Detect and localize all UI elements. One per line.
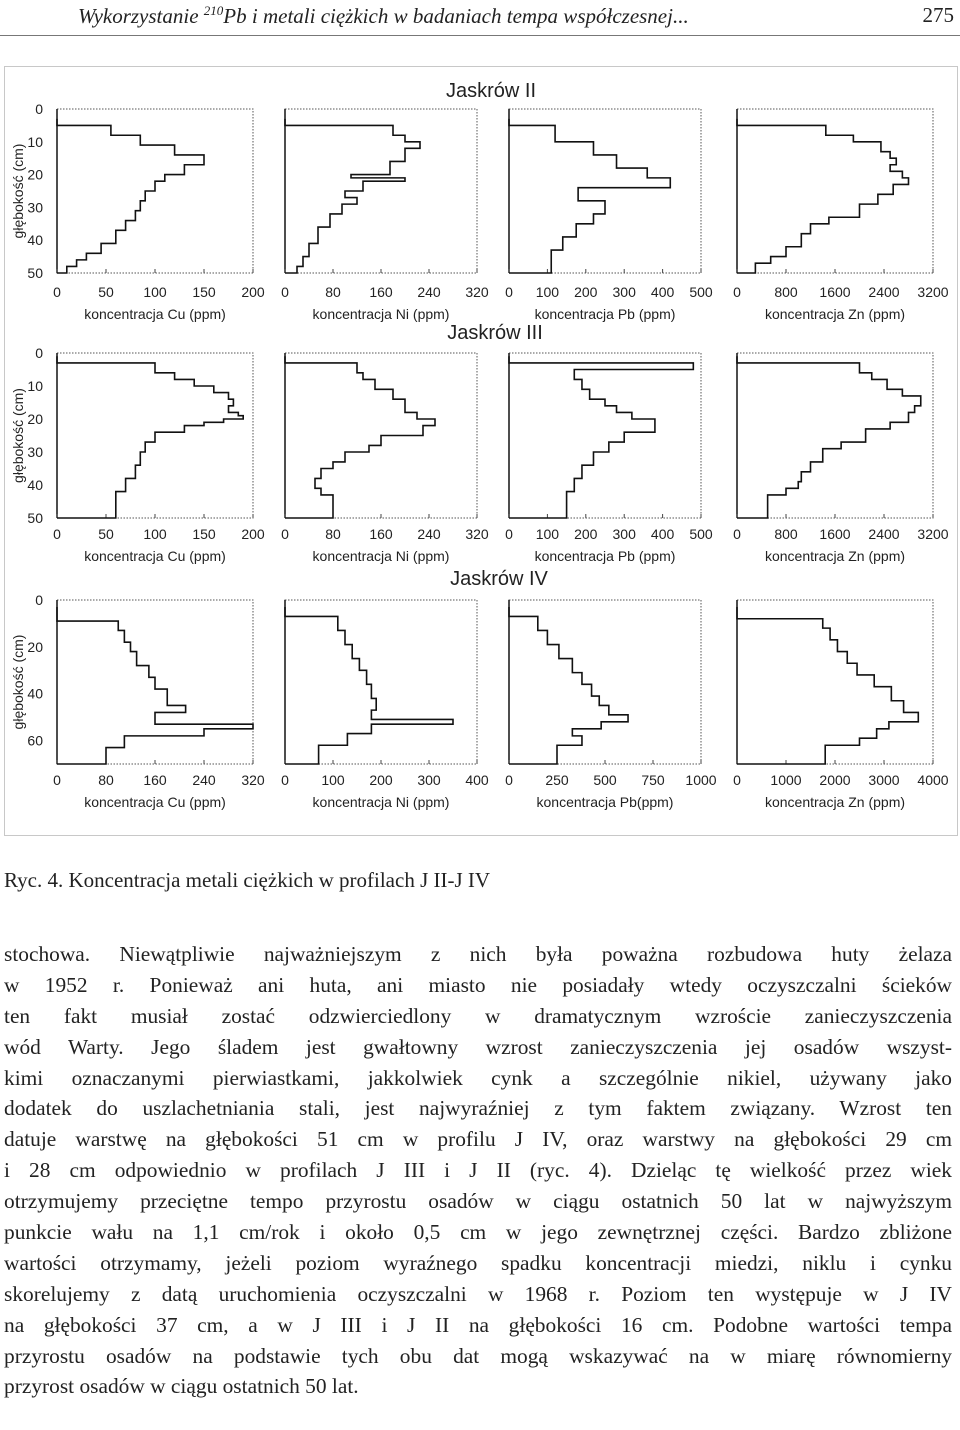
x-tick-label: 160 — [143, 772, 167, 788]
x-axis-label: koncentracja Cu (ppm) — [84, 794, 226, 810]
depth-tick-label: 20 — [27, 638, 43, 655]
plot-frame — [285, 600, 477, 764]
x-axis-label: koncentracja Pb (ppm) — [534, 548, 676, 564]
plot-frame — [737, 353, 933, 518]
x-tick-label: 500 — [689, 284, 713, 300]
depth-tick-label: 30 — [27, 199, 43, 216]
body-text-line: datuje warstwę na głębokości 51 cm w profilu J IV, oraz warstwy na głębokości 29 cm — [4, 1127, 952, 1152]
body-text-line: punkcie wału na 1,1 cm/rok i około 0,5 cm w jego zewnętrznej części. Bardzo zbliżone — [4, 1220, 952, 1245]
x-axis-label: koncentracja Ni (ppm) — [312, 548, 450, 564]
running-header — [0, 0, 960, 34]
depth-axis-label: głębokość (cm) — [10, 388, 26, 483]
plot-frame — [509, 109, 701, 273]
x-tick-label: 200 — [574, 526, 598, 542]
x-tick-label: 0 — [733, 772, 741, 788]
x-tick-label: 200 — [241, 284, 265, 300]
page-number: 275 — [922, 3, 954, 27]
depth-tick-label: 50 — [27, 510, 43, 526]
x-tick-label: 200 — [241, 526, 265, 542]
depth-tick-label: 50 — [27, 265, 43, 281]
x-tick-label: 200 — [369, 772, 393, 788]
depth-tick-label: 40 — [27, 477, 43, 493]
body-text-line: kimi oznaczanymi pierwiastkami, jakkolwiek cynk a szczególnie nikiel, używany jako — [4, 1065, 952, 1090]
profile-line-zn — [737, 119, 909, 273]
x-tick-label: 2400 — [868, 284, 900, 300]
x-tick-label: 0 — [53, 772, 61, 788]
x-tick-label: 0 — [505, 526, 513, 542]
x-tick-label: 800 — [774, 526, 798, 542]
x-tick-label: 300 — [612, 526, 636, 542]
x-tick-label: 0 — [281, 772, 289, 788]
x-tick-label: 150 — [192, 284, 216, 300]
plot-frame — [737, 109, 933, 273]
x-tick-label: 100 — [143, 284, 167, 300]
depth-tick-label: 40 — [27, 685, 43, 702]
body-text-line: stochowa. Niewątpliwie najważniejszym z nich była poważna rozbudowa huty żelaza — [4, 942, 952, 966]
depth-tick-label: 10 — [27, 378, 43, 394]
x-tick-label: 150 — [192, 526, 216, 542]
x-tick-label: 4000 — [917, 772, 949, 788]
body-text-line: dodatek do uszlachetniania stali, jest najwyraźniej z tym faktem związany. Wzrost ten — [4, 1096, 952, 1121]
x-axis-label: koncentracja Ni (ppm) — [312, 794, 450, 810]
body-text — [4, 939, 952, 1402]
plot-frame — [509, 353, 701, 518]
profile-line-ni — [285, 119, 420, 273]
x-axis-label: koncentracja Cu (ppm) — [84, 548, 226, 564]
body-text-line: i 28 cm odpowiednio w profilach J III i J II (ryc. 4). Dzieląc tę wielkość przez wiek — [4, 1158, 952, 1183]
body-text-line: otrzymujemy przeciętne tempo przyrostu osadów w ciągu ostatnich 50 lat w najwyższym — [4, 1189, 952, 1214]
depth-axis-label: głębokość (cm) — [10, 143, 26, 239]
x-tick-label: 1600 — [819, 526, 851, 542]
profile-line-cu — [57, 119, 204, 273]
x-tick-label: 300 — [417, 772, 441, 788]
x-tick-label: 1000 — [685, 772, 717, 788]
profile-line-pb — [509, 607, 628, 764]
x-tick-label: 1000 — [770, 772, 802, 788]
x-tick-label: 160 — [369, 284, 393, 300]
figure-caption: Ryc. 4. Koncentracja metali ciężkich w profilach J II-J IV — [4, 868, 491, 892]
x-tick-label: 100 — [535, 526, 560, 542]
x-axis-label: koncentracja Cu (ppm) — [84, 306, 226, 322]
x-axis-label: koncentracja Pb(ppm) — [536, 794, 674, 810]
x-axis-label: koncentracja Pb (ppm) — [534, 306, 676, 322]
x-tick-label: 160 — [369, 526, 393, 542]
x-axis-label: koncentracja Zn (ppm) — [764, 548, 906, 564]
x-tick-label: 0 — [505, 772, 513, 788]
x-tick-label: 2400 — [868, 526, 900, 542]
x-tick-label: 300 — [612, 284, 636, 300]
plot-frame — [737, 600, 933, 764]
depth-tick-label: 40 — [27, 232, 43, 249]
x-tick-label: 80 — [98, 772, 114, 788]
body-text-line: na głębokości 37 cm, a w J III i J II na głębokości 16 cm. Podobne wartości tempa — [4, 1312, 952, 1337]
x-tick-label: 750 — [641, 772, 665, 788]
x-tick-label: 250 — [545, 772, 569, 788]
row-title: Jaskrów III — [447, 322, 543, 344]
x-tick-label: 50 — [98, 284, 114, 300]
row-title: Jaskrów IV — [450, 568, 548, 590]
depth-tick-label: 10 — [27, 133, 43, 150]
x-tick-label: 0 — [281, 526, 289, 542]
profile-line-zn — [737, 607, 918, 764]
x-axis-label: koncentracja Zn (ppm) — [764, 794, 906, 810]
x-tick-label: 100 — [535, 284, 560, 300]
x-tick-label: 240 — [417, 526, 441, 542]
body-text-line: w 1952 r. Ponieważ ani huta, ani miasto nie posiadały wtedy oczyszczalni ścieków — [4, 972, 952, 997]
x-tick-label: 0 — [733, 284, 741, 300]
x-tick-label: 1600 — [819, 284, 851, 300]
x-tick-label: 800 — [774, 284, 798, 300]
x-tick-label: 0 — [505, 284, 513, 300]
profile-line-zn — [737, 356, 921, 518]
profile-line-cu — [57, 356, 243, 518]
x-tick-label: 240 — [417, 284, 441, 300]
x-axis-label: koncentracja Zn (ppm) — [764, 306, 906, 322]
body-text-line: przyrost osadów w ciągu ostatnich 50 lat. — [4, 1374, 359, 1399]
x-tick-label: 0 — [281, 284, 289, 300]
x-tick-label: 3200 — [917, 526, 949, 542]
x-tick-label: 500 — [689, 526, 713, 542]
x-tick-label: 320 — [241, 772, 265, 788]
x-tick-label: 240 — [192, 772, 216, 788]
body-text-line: skorelujemy z datą uruchomienia oczyszczalni w 1968 r. Poziom ten występuje w J IV — [4, 1281, 952, 1306]
x-tick-label: 80 — [325, 284, 341, 300]
x-tick-label: 200 — [574, 284, 598, 300]
depth-tick-label: 30 — [27, 444, 43, 460]
x-axis-label: koncentracja Ni (ppm) — [312, 306, 450, 322]
x-tick-label: 400 — [650, 526, 675, 542]
x-tick-label: 80 — [325, 526, 341, 542]
x-tick-label: 3000 — [868, 772, 900, 788]
profiles-chart — [5, 67, 957, 835]
depth-tick-label: 20 — [27, 166, 43, 183]
x-tick-label: 3200 — [917, 284, 949, 300]
body-text-line: ten fakt musiał zostać odzwierciedlony w dramatycznym wzroście zanieczyszczenia — [4, 1003, 952, 1028]
x-tick-label: 400 — [465, 772, 489, 788]
x-tick-label: 400 — [650, 284, 675, 300]
x-tick-label: 500 — [593, 772, 617, 788]
x-tick-label: 0 — [733, 526, 741, 542]
depth-tick-label: 0 — [35, 345, 43, 361]
figure-heavy-metals-profiles — [4, 66, 958, 836]
x-tick-label: 100 — [321, 772, 345, 788]
x-tick-label: 320 — [465, 526, 489, 542]
x-tick-label: 0 — [53, 284, 61, 300]
body-text-line: wartości otrzymamy, jeżeli poziom wyraźnego spadku koncentracji miedzi, niklu i cynku — [4, 1250, 952, 1275]
profile-line-ni — [285, 356, 435, 518]
body-text-line: przyrostu osadów na podstawie tych obu dat mogą wskazywać na w miarę równomierny — [4, 1343, 952, 1368]
depth-axis-label: głębokość (cm) — [10, 634, 26, 730]
x-tick-label: 100 — [143, 526, 167, 542]
x-tick-label: 2000 — [819, 772, 851, 788]
x-tick-label: 0 — [53, 526, 61, 542]
depth-tick-label: 20 — [27, 411, 43, 427]
header-divider — [0, 35, 960, 36]
profile-line-cu — [57, 607, 253, 764]
profile-line-ni — [285, 607, 453, 764]
profile-line-pb — [509, 119, 670, 273]
x-tick-label: 50 — [98, 526, 114, 542]
depth-tick-label: 0 — [35, 101, 43, 117]
row-title: Jaskrów II — [445, 80, 537, 102]
running-title: Wykorzystanie $^{210}$Pb i metali ciężkich w badaniach tempa współczesnej... — [78, 3, 689, 28]
plot-frame — [285, 109, 477, 273]
depth-tick-label: 60 — [27, 732, 43, 749]
depth-tick-label: 0 — [35, 592, 43, 608]
x-tick-label: 320 — [465, 284, 489, 300]
profile-line-pb — [509, 356, 693, 518]
body-text-line: wód Warty. Jego śladem jest gwałtowny wzrost zanieczyszczenia jej osadów wszyst- — [4, 1034, 952, 1059]
